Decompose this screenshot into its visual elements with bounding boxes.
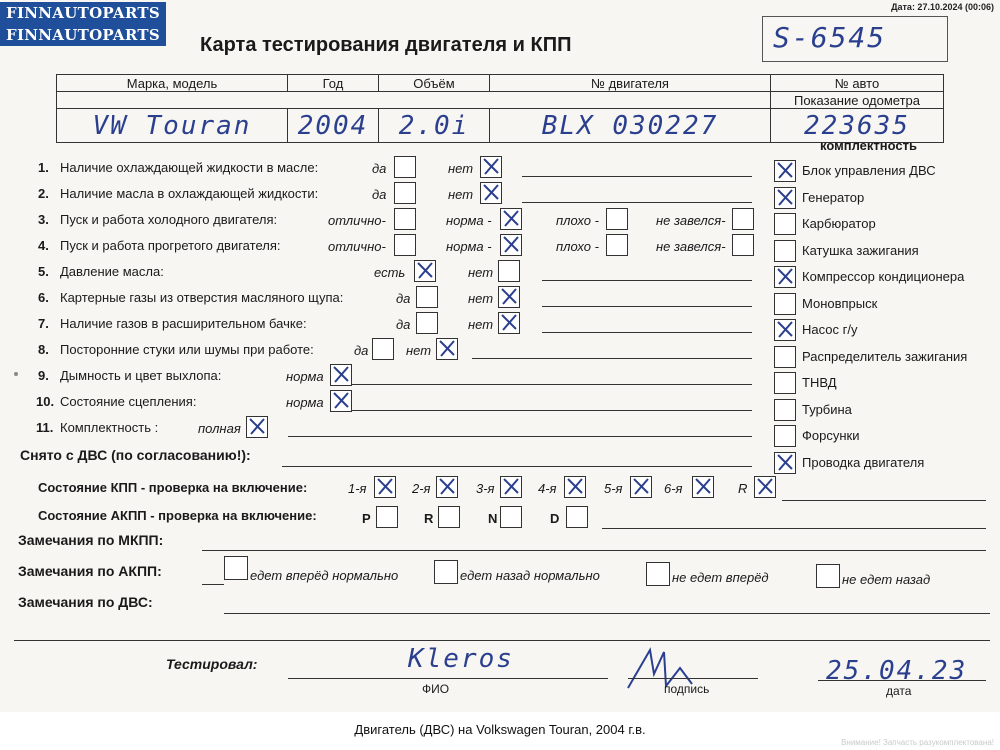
caption: Двигатель (ДВС) на Volkswagen Touran, 2004 г.в. <box>354 722 646 737</box>
engine-no-value: BLX 030227 <box>490 109 771 143</box>
option-label: да <box>372 187 387 202</box>
option-checkbox[interactable] <box>732 234 754 256</box>
option-checkbox[interactable] <box>394 182 416 204</box>
check-mark-icon <box>437 338 457 358</box>
completeness-checkbox[interactable] <box>774 346 796 368</box>
remarks-akpp-label: Замечания по АКПП: <box>18 563 162 579</box>
completeness-title: комплектность <box>820 138 917 153</box>
option-label: норма <box>286 395 324 410</box>
akpp-gear-label: D <box>550 511 560 526</box>
answer-line <box>522 202 752 203</box>
option-label: плохо - <box>556 239 599 254</box>
check-mark-icon <box>499 286 519 306</box>
removed-line <box>282 466 752 467</box>
col-odometer-header: Показание одометра <box>771 92 944 109</box>
remarks-akpp-line <box>202 584 224 585</box>
completeness-item-label: Проводка двигателя <box>802 454 925 470</box>
kpp-gear-label: R <box>738 481 748 496</box>
question-number: 9. <box>38 368 49 383</box>
akpp-forward-ok-box[interactable] <box>224 556 248 580</box>
completeness-item-label: Моновпрыск <box>802 295 878 311</box>
removed-label: Снято с ДВС (по согласованию!): <box>20 447 251 463</box>
question-text: Дымность и цвет выхлопа: <box>60 368 222 383</box>
option-label: отлично- <box>328 239 386 254</box>
option-label: нет <box>468 265 494 280</box>
question-number: 10. <box>36 394 55 409</box>
tester-name: Kleros <box>408 644 514 674</box>
option-checkbox[interactable] <box>606 208 628 230</box>
option-label: нет <box>448 161 474 176</box>
option-checkbox[interactable] <box>416 312 438 334</box>
option-checkbox[interactable] <box>606 234 628 256</box>
option-checkbox[interactable] <box>394 156 416 178</box>
question-text: Наличие газов в расширительном бачке: <box>60 316 307 331</box>
kpp-label: Состояние КПП - проверка на включение: <box>38 480 308 495</box>
question-text: Пуск и работа прогретого двигателя: <box>60 238 281 253</box>
check-mark-icon <box>375 476 395 496</box>
signature-line <box>628 678 758 679</box>
signature-label: подпись <box>664 682 710 696</box>
kpp-gear-label: 6-я <box>664 481 683 496</box>
option-checkbox[interactable] <box>498 260 520 282</box>
option-label: есть <box>374 265 406 280</box>
option-label: нет <box>468 291 494 306</box>
answer-line <box>352 384 752 385</box>
check-mark-icon <box>437 476 457 496</box>
akpp-backward-ok-box[interactable] <box>434 560 458 584</box>
question-text: Давление масла: <box>60 264 164 279</box>
answer-line <box>542 280 752 281</box>
completeness-item-label: ТНВД <box>802 375 837 390</box>
brand-logo-2: FINNAUTOPARTS <box>0 24 166 46</box>
check-mark-icon <box>775 160 795 180</box>
completeness-checkbox[interactable] <box>774 240 796 262</box>
stamp-box <box>762 16 948 62</box>
name-line <box>288 678 608 679</box>
check-mark-icon <box>331 364 351 384</box>
check-mark-icon <box>331 390 351 410</box>
check-mark-icon <box>501 476 521 496</box>
completeness-checkbox[interactable] <box>774 213 796 235</box>
datestamp: Дата: 27.10.2024 (00:06) <box>891 2 994 12</box>
option-label: да <box>372 161 387 176</box>
answer-line <box>352 410 752 411</box>
remarks-dvs-label: Замечания по ДВС: <box>18 594 153 610</box>
check-mark-icon <box>499 312 519 332</box>
question-number: 8. <box>38 342 49 357</box>
check-mark-icon <box>775 452 795 472</box>
completeness-item-label: Генератор <box>802 189 865 205</box>
date-label: дата <box>886 684 912 698</box>
check-mark-icon <box>565 476 585 496</box>
completeness-item-label: Карбюратор <box>802 216 876 231</box>
completeness-item-label: Блок управления ДВС <box>802 163 936 178</box>
col-volume-header: Объём <box>379 75 490 92</box>
answer-line <box>288 436 752 437</box>
question-number: 6. <box>38 290 49 305</box>
watermark: Внимание! Запчасть разукомплектована! <box>841 738 994 747</box>
stamp-number: S-6545 <box>773 21 887 54</box>
completeness-checkbox[interactable] <box>774 425 796 447</box>
akpp-no-forward-label: не едет вперёд <box>672 570 769 585</box>
tested-by-label: Тестировал: <box>166 656 258 672</box>
year-value: 2004 <box>288 109 379 143</box>
fio-label: ФИО <box>422 682 450 696</box>
question-text: Пуск и работа холодного двигателя: <box>60 212 278 227</box>
remarks-dvs-line-2 <box>14 640 990 641</box>
akpp-no-forward-box[interactable] <box>646 562 670 586</box>
akpp-forward-ok-label: едет вперёд нормально <box>250 568 399 583</box>
remarks-dvs-line-1 <box>224 613 990 614</box>
info-table <box>56 74 944 143</box>
option-label: да <box>396 291 411 306</box>
date-line <box>818 680 986 681</box>
question-number: 1. <box>38 160 49 175</box>
col-year-header: Год <box>288 75 379 92</box>
akpp-gear-label: N <box>488 511 498 526</box>
question-text: Наличие масла в охлаждающей жидкости: <box>60 186 319 201</box>
option-label: не завелся- <box>656 239 726 254</box>
akpp-line <box>602 528 986 529</box>
akpp-gear-checkbox[interactable] <box>376 506 398 528</box>
option-label: норма <box>286 369 324 384</box>
answer-line <box>542 306 752 307</box>
kpp-gear-label: 1-я <box>348 481 367 496</box>
completeness-item-label: Компрессор кондиционера <box>802 269 965 284</box>
option-label: нет <box>468 317 494 332</box>
completeness-item-label: Турбина <box>802 401 852 417</box>
odometer-value: 223635 <box>771 109 944 143</box>
question-number: 2. <box>38 186 49 201</box>
akpp-label: Состояние АКПП - проверка на включение: <box>38 508 317 523</box>
option-label: да <box>396 317 411 332</box>
kpp-gear-label: 2-я <box>412 481 431 496</box>
akpp-gear-label: R <box>424 511 434 526</box>
kpp-gear-label: 3-я <box>476 481 495 496</box>
kpp-line <box>782 500 986 501</box>
option-checkbox[interactable] <box>732 208 754 230</box>
check-mark-icon <box>247 416 267 436</box>
option-label: не завелся- <box>656 213 726 228</box>
punch-dot <box>14 372 18 376</box>
question-text: Состояние сцепления: <box>60 394 197 409</box>
question-number: 11. <box>36 420 54 435</box>
question-number: 3. <box>38 212 49 227</box>
question-number: 5. <box>38 264 49 279</box>
option-label: норма - <box>446 239 492 254</box>
question-text: Наличие охлаждающей жидкости в масле: <box>60 160 319 175</box>
question-text: Комплектность : <box>60 420 159 435</box>
check-mark-icon <box>481 156 501 176</box>
check-mark-icon <box>755 476 775 496</box>
completeness-checkbox[interactable] <box>774 399 796 421</box>
check-mark-icon <box>693 476 713 496</box>
check-mark-icon <box>501 208 521 228</box>
completeness-item-label: Насос г/у <box>802 322 858 337</box>
akpp-no-backward-box[interactable] <box>816 564 840 588</box>
form-title: Карта тестирования двигателя и КПП <box>200 34 572 56</box>
completeness-item-label: Катушка зажигания <box>802 242 919 258</box>
completeness-item-label: Распределитель зажигания <box>802 348 968 364</box>
check-mark-icon <box>775 319 795 339</box>
completeness-checkbox[interactable] <box>774 372 796 394</box>
completeness-checkbox[interactable] <box>774 293 796 315</box>
answer-line <box>542 332 752 333</box>
question-text: Посторонние стуки или шумы при работе: <box>60 342 314 357</box>
kpp-gear-label: 5-я <box>604 481 623 496</box>
col-engine-header: № двигателя <box>490 75 771 92</box>
akpp-gear-checkbox[interactable] <box>500 506 522 528</box>
akpp-backward-ok-label: едет назад нормально <box>460 568 600 583</box>
remarks-mkpp-line <box>202 550 986 551</box>
check-mark-icon <box>415 260 435 280</box>
option-checkbox[interactable] <box>394 234 416 256</box>
check-mark-icon <box>775 187 795 207</box>
remarks-mkpp-label: Замечания по МКПП: <box>18 532 164 548</box>
option-checkbox[interactable] <box>394 208 416 230</box>
question-text: Картерные газы из отверстия масляного щупа: <box>60 290 344 305</box>
option-label: норма - <box>446 213 492 228</box>
option-label: нет <box>406 343 432 358</box>
completeness-item-label: Форсунки <box>802 428 860 443</box>
akpp-gear-checkbox[interactable] <box>566 506 588 528</box>
answer-line <box>522 176 752 177</box>
akpp-no-backward-label: не едет назад <box>842 572 931 587</box>
option-label: отлично- <box>328 213 386 228</box>
option-label: да <box>354 343 369 358</box>
check-mark-icon <box>481 182 501 202</box>
option-checkbox[interactable] <box>416 286 438 308</box>
option-label: полная <box>198 421 241 436</box>
col-auto-header: № авто <box>771 75 944 92</box>
model-value: VW Touran <box>57 109 288 143</box>
answer-line <box>472 358 752 359</box>
kpp-gear-label: 4-я <box>538 481 557 496</box>
akpp-gear-checkbox[interactable] <box>438 506 460 528</box>
brand-logo-1: FINNAUTOPARTS <box>0 2 166 24</box>
col-model-header: Марка, модель <box>57 75 288 92</box>
question-number: 7. <box>38 316 49 331</box>
question-number: 4. <box>38 238 49 253</box>
test-date: 25.04.23 <box>826 656 968 686</box>
option-checkbox[interactable] <box>372 338 394 360</box>
check-mark-icon <box>775 266 795 286</box>
akpp-gear-label: P <box>362 511 371 526</box>
check-mark-icon <box>631 476 651 496</box>
option-label: плохо - <box>556 213 599 228</box>
option-label: нет <box>448 187 474 202</box>
check-mark-icon <box>501 234 521 254</box>
volume-value: 2.0i <box>379 109 490 143</box>
